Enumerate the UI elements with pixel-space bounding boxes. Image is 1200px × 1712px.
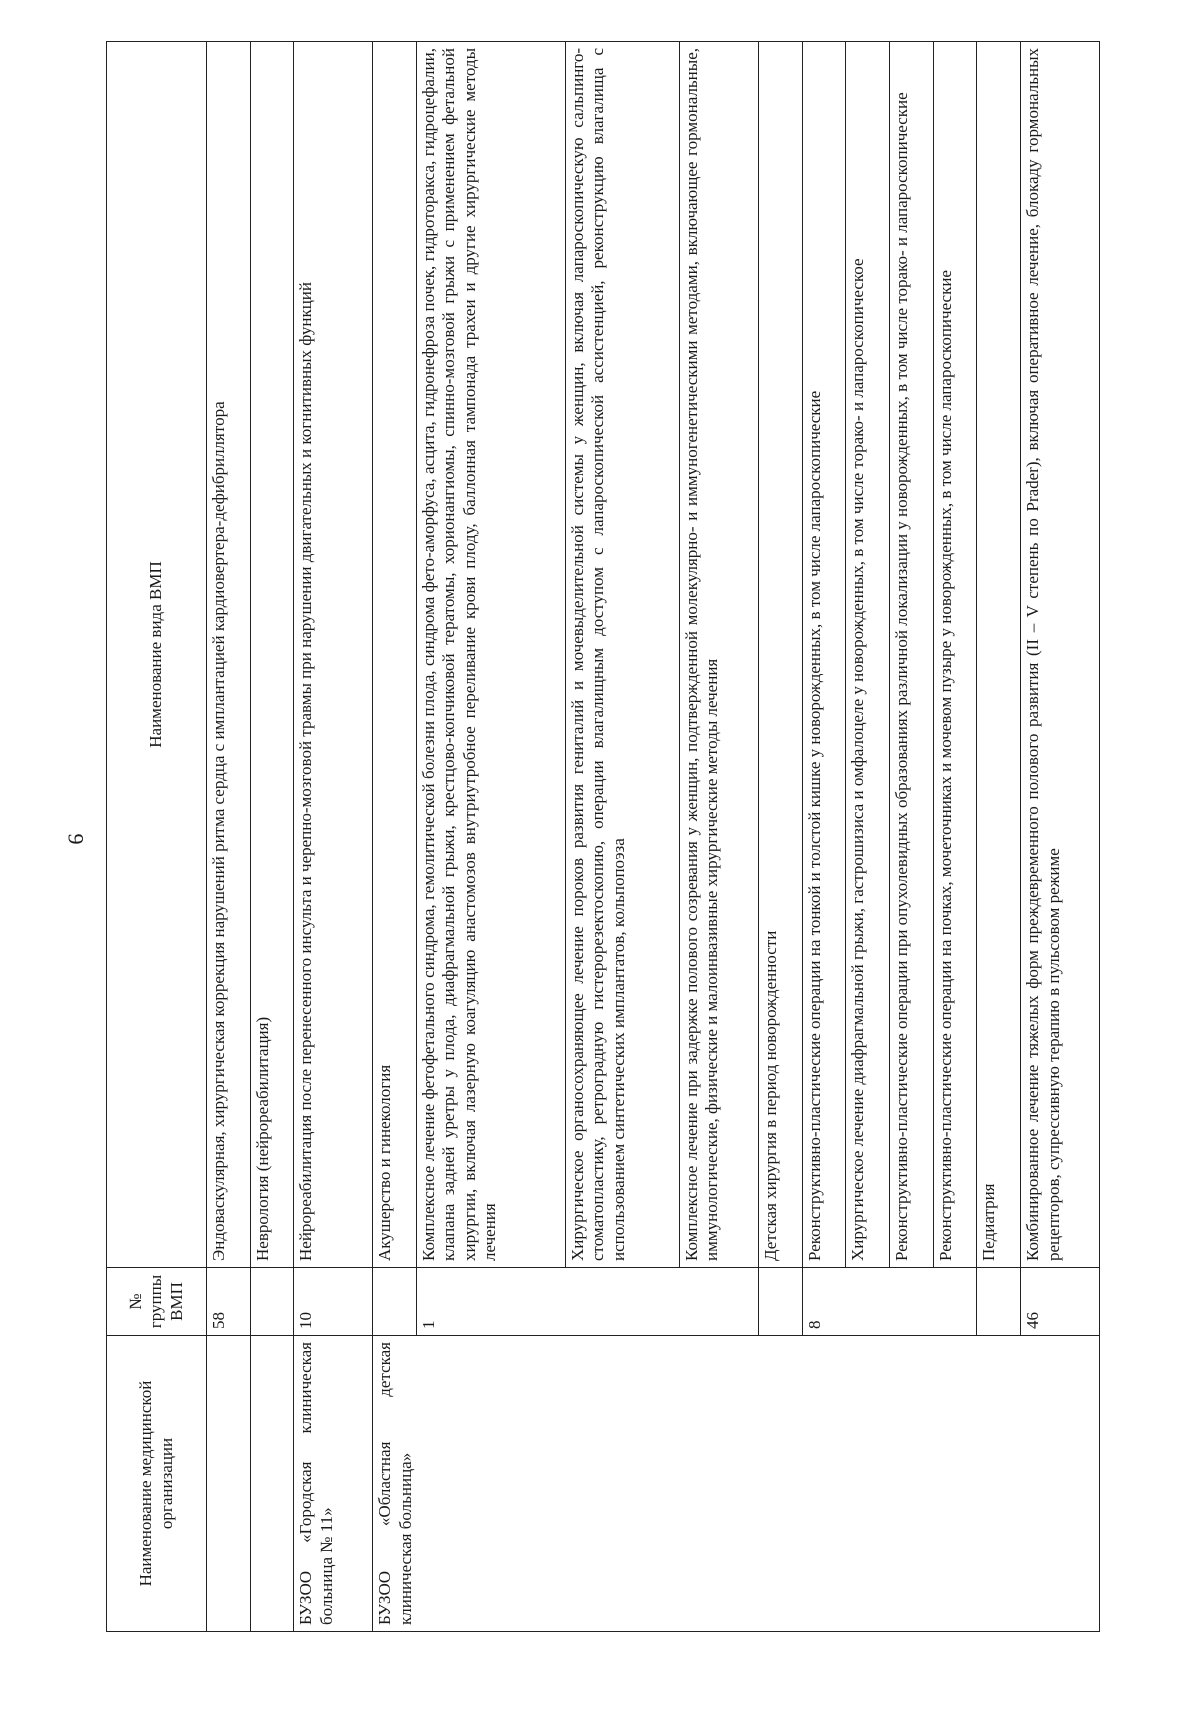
- rotated-page: [106, 42, 1100, 1632]
- section-row: [250, 42, 294, 1632]
- type-cell: Нейрореабилитация после перенесенного инсульта и черепно-мозговой травмы при нарушении двигательных и когнитивных функций: [294, 42, 373, 1268]
- header-group: № группы ВМП: [107, 1268, 207, 1336]
- table-row: [294, 42, 373, 1632]
- group-cell: 1: [416, 1268, 758, 1336]
- org-cell: [250, 1336, 294, 1632]
- vmp-table: [106, 41, 1100, 1632]
- type-cell: Хирургическое лечение диафрагмальной грыжи, гастрошизиса и омфалоцеле у новорожденных, в том числе торако- и лапароскопическое: [846, 42, 890, 1268]
- group-cell: [758, 1268, 802, 1336]
- group-cell: [977, 1268, 1021, 1336]
- type-cell: Эндоваскулярная, хирургическая коррекция нарушений ритма сердца с имплантацией кардиовертера-дефибриллятора: [207, 42, 251, 1268]
- type-cell: Комплексное лечение фетофетального синдрома, гемолитической болезни плода, синдрома фето-аморфуса, асцита, гидронефроза почек, гидроторакса, гидроцефалии, клапана задней уретры у плода, диафрагмальной грыжи, крестцово-копчиковой тератомы, хорионангиомы, спинно-мозговой грыжи с применением фетальной хирургии, включая лазерную коагуляцию анастомозов внутриутробное переливание крови плоду, баллонная тампонада трахеи и другие хирургические методы лечения: [416, 42, 565, 1268]
- group-cell: 58: [207, 1268, 251, 1336]
- section-title: Детская хирургия в период новорожденности: [758, 42, 802, 1268]
- table-header-row: [107, 42, 207, 1632]
- group-cell: 46: [1021, 1268, 1100, 1336]
- group-cell: 8: [802, 1268, 977, 1336]
- group-cell: 10: [294, 1268, 373, 1336]
- header-type: Наименование вида ВМП: [107, 42, 207, 1268]
- section-title: Педиатрия: [977, 42, 1021, 1268]
- section-row: [373, 42, 417, 1632]
- type-cell: Комплексное лечение при задержке полового созревания у женщин, подтвержденной молекулярно- и иммуногенетическими методами, включающее гормональные, иммунологические, физические и малоинвазивные хирургические методы лечения: [679, 42, 758, 1268]
- page-number: 9: [63, 833, 89, 845]
- section-title: Акушерство и гинекология: [373, 42, 417, 1268]
- org-cell: [207, 1336, 251, 1632]
- type-cell: Реконструктивно-пластические операции при опухолевидных образованиях различной локализации у новорожденных, в том числе торако- и лапароскопические: [889, 42, 933, 1268]
- org-cell: БУЗОО «Городская клиническая больница № 11»: [294, 1336, 373, 1632]
- group-cell: [373, 1268, 417, 1336]
- type-cell: Комбинированное лечение тяжелых форм преждевременного полового развития (II – V степень по Prader), включая оперативное лечение, блокаду гормональных рецепторов, супрессивную терапию в пульсовом режиме: [1021, 42, 1100, 1268]
- group-cell: [250, 1268, 294, 1336]
- header-org: Наименование медицинской организации: [107, 1336, 207, 1632]
- section-title: Неврология (нейрореабилитация): [250, 42, 294, 1268]
- org-cell: БУЗОО «Областная детская клиническая больница»: [373, 1336, 1100, 1632]
- type-cell: Реконструктивно-пластические операции на тонкой и толстой кишке у новорожденных, в том числе лапароскопические: [802, 42, 846, 1268]
- type-cell: Реконструктивно-пластические операции на почках, мочеточниках и мочевом пузыре у новорожденных, в том числе лапароскопические: [933, 42, 977, 1268]
- type-cell: Хирургическое органосохраняющее лечение пороков развития гениталий и мочевыделительной системы у женщин, включая лапароскопическую сальпинго-стоматопластику, ретроградную гистерорезектоскопию, операции влагалищным доступом с лапароскопической ассистенцией, реконструкцию влагалища с использованием синтетических имплантатов, кольпопоэза: [566, 42, 680, 1268]
- table-row: [207, 42, 251, 1632]
